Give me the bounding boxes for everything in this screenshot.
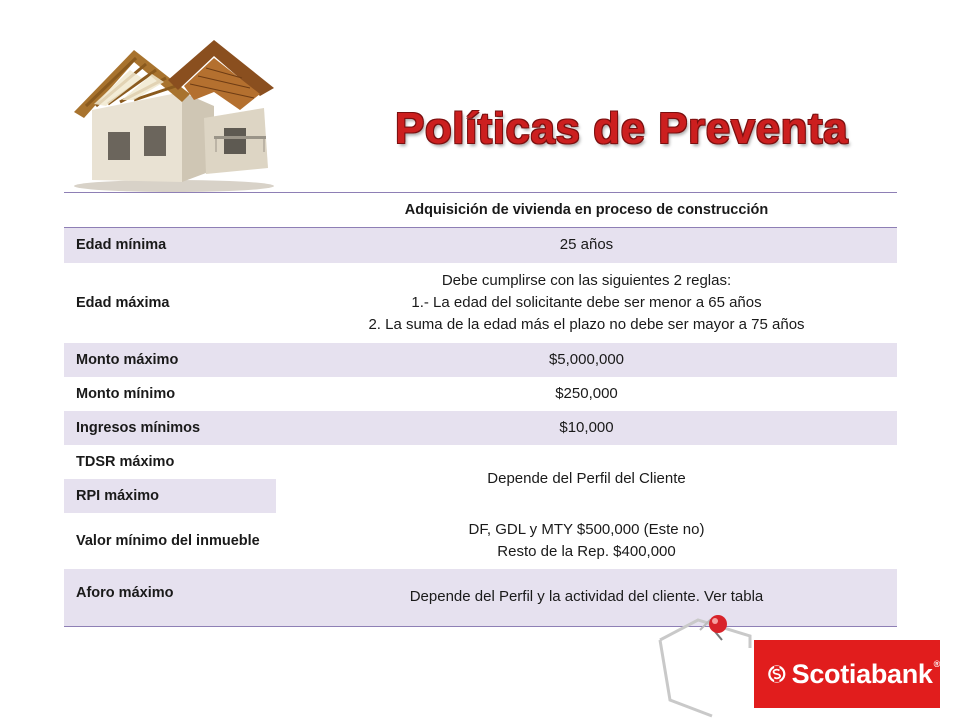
- table-row: [64, 343, 897, 377]
- row-label-monto-maximo: Monto máximo: [64, 343, 276, 377]
- row-value-monto-maximo: $5,000,000: [276, 343, 897, 377]
- valor-minimo-line: DF, GDL y MTY $500,000 (Este no): [468, 520, 705, 538]
- edad-maxima-line: 2. La suma de la edad más el plazo no debe ser mayor a 75 años: [368, 315, 805, 333]
- row-label-valor-minimo: Valor mínimo del inmueble: [64, 513, 276, 569]
- row-value-ingresos-minimos: $10,000: [276, 411, 897, 445]
- row-value-valor-minimo: [276, 513, 897, 569]
- row-value-aforo-maximo: Depende del Perfil y la actividad del cliente. Ver tabla: [276, 569, 897, 627]
- row-label-tdsr-maximo: TDSR máximo: [64, 445, 276, 479]
- table-row: [64, 263, 897, 343]
- red-pushpin-icon: [640, 600, 770, 720]
- row-label-rpi-maximo: RPI máximo: [64, 479, 276, 513]
- table-header: Adquisición de vivienda en proceso de construcción: [404, 202, 769, 218]
- row-label-ingresos-minimos: Ingresos mínimos: [64, 411, 276, 445]
- table-row: [64, 228, 897, 263]
- row-value-tdsr-rpi: Depende del Perfil del Cliente: [276, 445, 897, 513]
- row-value-edad-maxima: [276, 263, 897, 343]
- registered-mark: ®: [933, 658, 940, 669]
- table-row: [64, 411, 897, 445]
- table-header-row: [64, 193, 897, 228]
- row-value-edad-minima: 25 años: [276, 228, 897, 263]
- scotiabank-logo: [754, 640, 940, 708]
- edad-maxima-line: Debe cumplirse con las siguientes 2 reglas:: [441, 271, 732, 289]
- table-row: [64, 569, 897, 627]
- page-title: Políticas de Preventa: [395, 104, 849, 153]
- house-construction-image: [64, 40, 284, 192]
- row-label-aforo-maximo: Aforo máximo: [64, 569, 276, 627]
- scotiabank-s-logo-icon: [768, 654, 786, 694]
- policies-table: [64, 192, 897, 627]
- edad-maxima-line: 1.- La edad del solicitante debe ser menor a 65 años: [411, 293, 762, 311]
- table-row: [64, 445, 897, 479]
- table-row: [64, 377, 897, 411]
- row-label-monto-minimo: Monto mínimo: [64, 377, 276, 411]
- row-label-edad-maxima: Edad máxima: [64, 263, 276, 343]
- table-row: [64, 513, 897, 569]
- header-blank-cell: [64, 193, 276, 228]
- scotiabank-wordmark: Scotiabank®: [791, 658, 940, 689]
- row-label-edad-minima: Edad mínima: [64, 228, 276, 263]
- row-value-monto-minimo: $250,000: [276, 377, 897, 411]
- valor-minimo-line: Resto de la Rep. $400,000: [497, 542, 676, 560]
